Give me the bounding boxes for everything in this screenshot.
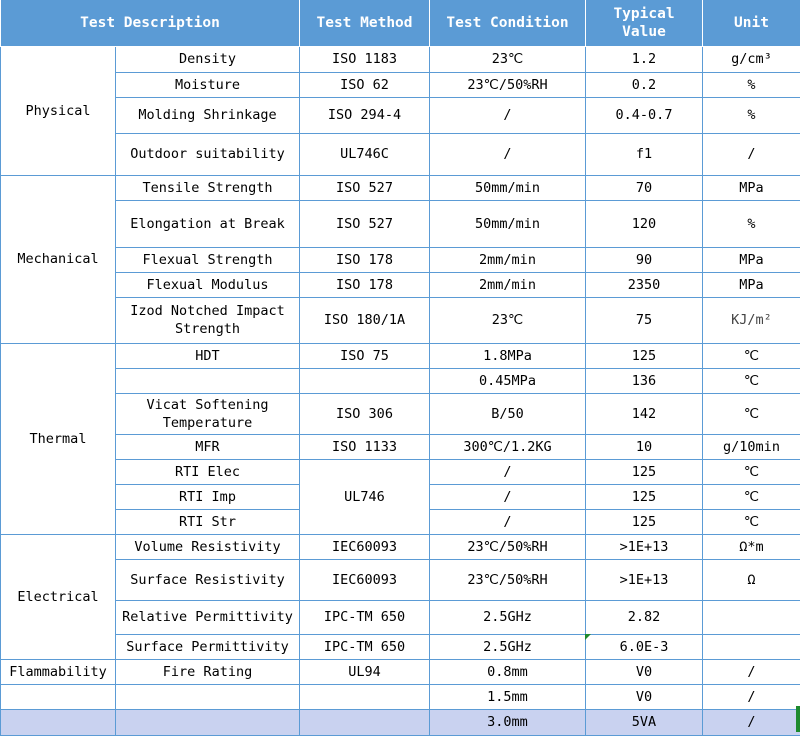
cell-condition[interactable]: 300℃/1.2KG (430, 434, 586, 459)
category-flammability[interactable]: Flammability (1, 659, 116, 684)
table-row (1, 368, 800, 393)
cell-condition[interactable]: 2mm/min (430, 247, 586, 272)
cell-unit[interactable] (703, 634, 800, 659)
selection-edge-marker (796, 706, 800, 732)
cell-condition[interactable]: 50mm/min (430, 200, 586, 247)
table-row (1, 97, 800, 133)
cell-description[interactable] (116, 368, 300, 393)
cell-description[interactable]: Izod Notched Impact Strength (116, 297, 300, 343)
cell-method[interactable]: ISO 1133 (300, 434, 430, 459)
cell-unit[interactable]: ℃ (703, 343, 800, 368)
cell-method[interactable]: ISO 1183 (300, 46, 430, 72)
cell-method[interactable] (300, 709, 430, 735)
cell-method[interactable] (300, 368, 430, 393)
cell-condition[interactable]: / (430, 484, 586, 509)
cell-value[interactable]: 6.0E-3 (586, 634, 703, 659)
cell-description[interactable]: Elongation at Break (116, 200, 300, 247)
table-row (1, 72, 800, 97)
header-description[interactable]: Test Description (1, 0, 300, 46)
cell-unit[interactable]: g/10min (703, 434, 800, 459)
cell-condition[interactable]: 2.5GHz (430, 600, 586, 634)
cell-condition[interactable]: 23℃ (430, 297, 586, 343)
cell-description[interactable] (116, 709, 300, 735)
cell-unit[interactable]: % (703, 72, 800, 97)
cell-description[interactable]: Flexual Strength (116, 247, 300, 272)
cell-unit[interactable]: ℃ (703, 368, 800, 393)
table-row-selected (1, 709, 800, 735)
table-row (1, 459, 800, 484)
header-unit[interactable]: Unit (703, 0, 800, 46)
header-typical-value[interactable]: Typical Value (586, 0, 703, 46)
cell-value[interactable]: 90 (586, 247, 703, 272)
cell-description[interactable]: RTI Str (116, 509, 300, 534)
cell-condition[interactable]: / (430, 97, 586, 133)
cell-value[interactable]: 2350 (586, 272, 703, 297)
cell-value[interactable]: 120 (586, 200, 703, 247)
category-electrical[interactable]: Electrical (1, 534, 116, 659)
table-row (1, 46, 800, 72)
cell-method[interactable]: ISO 294-4 (300, 97, 430, 133)
table-row (1, 272, 800, 297)
category-thermal[interactable]: Thermal (1, 343, 116, 534)
cell-method[interactable]: UL746 (300, 459, 430, 534)
cell-method[interactable]: IPC-TM 650 (300, 600, 430, 634)
table-row (1, 175, 800, 200)
cell-value[interactable]: 142 (586, 393, 703, 434)
cell-unit[interactable]: % (703, 97, 800, 133)
cell-method[interactable]: ISO 178 (300, 247, 430, 272)
cell-condition[interactable]: 50mm/min (430, 175, 586, 200)
cell-description[interactable] (116, 684, 300, 709)
cell-description[interactable]: MFR (116, 434, 300, 459)
category-mechanical[interactable]: Mechanical (1, 175, 116, 343)
cell-description[interactable]: Relative Permittivity (116, 600, 300, 634)
header-condition[interactable]: Test Condition (430, 0, 586, 46)
table-row (1, 393, 800, 434)
cell-value[interactable]: 125 (586, 459, 703, 484)
table-row (1, 659, 800, 684)
cell-value[interactable]: 0.2 (586, 72, 703, 97)
cell-method[interactable]: ISO 62 (300, 72, 430, 97)
cell-description[interactable]: Volume Resistivity (116, 534, 300, 559)
cell-description[interactable]: Outdoor suitability (116, 133, 300, 175)
cell-method[interactable]: IEC60093 (300, 559, 430, 600)
cell-description[interactable]: Surface Resistivity (116, 559, 300, 600)
cell-unit[interactable]: ℃ (703, 509, 800, 534)
cell-description[interactable]: RTI Elec (116, 459, 300, 484)
cell-description[interactable]: Density (116, 46, 300, 72)
cell-value[interactable]: 10 (586, 434, 703, 459)
cell-condition[interactable]: 1.8MPa (430, 343, 586, 368)
cell-unit[interactable]: ℃ (703, 393, 800, 434)
cell-value[interactable]: >1E+13 (586, 559, 703, 600)
cell-condition[interactable]: 0.8mm (430, 659, 586, 684)
cell-value[interactable]: 125 (586, 343, 703, 368)
cell-value[interactable]: 75 (586, 297, 703, 343)
cell-unit[interactable]: ℃ (703, 459, 800, 484)
cell-condition[interactable]: / (430, 133, 586, 175)
table-row (1, 343, 800, 368)
cell-unit[interactable]: KJ/m² (703, 297, 800, 343)
table-row (1, 200, 800, 247)
cell-method[interactable]: ISO 527 (300, 175, 430, 200)
cell-unit[interactable] (703, 600, 800, 634)
cell-value[interactable]: >1E+13 (586, 534, 703, 559)
cell-unit[interactable]: % (703, 200, 800, 247)
cell-condition[interactable]: / (430, 459, 586, 484)
cell-value[interactable]: 70 (586, 175, 703, 200)
cell-unit[interactable]: / (703, 709, 800, 735)
cell-unit[interactable]: MPa (703, 247, 800, 272)
header-row (1, 0, 800, 46)
cell-condition[interactable]: 2mm/min (430, 272, 586, 297)
cell-description[interactable]: Fire Rating (116, 659, 300, 684)
cell-value[interactable]: 125 (586, 509, 703, 534)
cell-unit[interactable]: g/cm³ (703, 46, 800, 72)
cell-description[interactable]: HDT (116, 343, 300, 368)
cell-value[interactable]: V0 (586, 684, 703, 709)
cell-value[interactable]: V0 (586, 659, 703, 684)
cell-category-empty[interactable] (1, 709, 116, 735)
cell-method[interactable]: UL94 (300, 659, 430, 684)
cell-method[interactable] (300, 684, 430, 709)
category-physical[interactable]: Physical (1, 46, 116, 175)
table-row (1, 600, 800, 634)
cell-description[interactable]: Surface Permittivity (116, 634, 300, 659)
cell-description[interactable]: Tensile Strength (116, 175, 300, 200)
cell-description[interactable]: RTI Imp (116, 484, 300, 509)
cell-description[interactable]: Vicat Softening Temperature (116, 393, 300, 434)
table-row (1, 684, 800, 709)
cell-method[interactable]: UL746C (300, 133, 430, 175)
cell-method[interactable]: ISO 180/1A (300, 297, 430, 343)
cell-value[interactable]: 136 (586, 368, 703, 393)
cell-category-empty[interactable] (1, 684, 116, 709)
table-row (1, 133, 800, 175)
cell-unit[interactable]: Ω (703, 559, 800, 600)
cell-condition[interactable]: B/50 (430, 393, 586, 434)
table-row (1, 434, 800, 459)
table-row (1, 634, 800, 659)
cell-condition[interactable]: / (430, 509, 586, 534)
cell-description[interactable]: Flexual Modulus (116, 272, 300, 297)
cell-value[interactable]: 5VA (586, 709, 703, 735)
cell-value[interactable]: 2.82 (586, 600, 703, 634)
cell-condition[interactable]: 1.5mm (430, 684, 586, 709)
cell-method[interactable]: IPC-TM 650 (300, 634, 430, 659)
table-row (1, 559, 800, 600)
cell-condition[interactable]: 0.45MPa (430, 368, 586, 393)
table-row (1, 247, 800, 272)
cell-condition[interactable]: 23℃/50%RH (430, 72, 586, 97)
table-row (1, 297, 800, 343)
cell-method[interactable]: ISO 306 (300, 393, 430, 434)
cell-unit[interactable]: MPa (703, 272, 800, 297)
cell-method[interactable]: ISO 178 (300, 272, 430, 297)
cell-unit[interactable]: / (703, 684, 800, 709)
cell-condition[interactable]: 23℃/50%RH (430, 559, 586, 600)
cell-value[interactable]: f1 (586, 133, 703, 175)
cell-unit[interactable]: Ω*m (703, 534, 800, 559)
cell-condition[interactable]: 2.5GHz (430, 634, 586, 659)
cell-value[interactable]: 1.2 (586, 46, 703, 72)
cell-condition[interactable]: 23℃/50%RH (430, 534, 586, 559)
cell-description[interactable]: Moisture (116, 72, 300, 97)
cell-condition[interactable]: 23℃ (430, 46, 586, 72)
cell-method[interactable]: ISO 75 (300, 343, 430, 368)
cell-method[interactable]: IEC60093 (300, 534, 430, 559)
cell-unit[interactable]: MPa (703, 175, 800, 200)
cell-value[interactable]: 125 (586, 484, 703, 509)
cell-method[interactable]: ISO 527 (300, 200, 430, 247)
cell-description[interactable]: Molding Shrinkage (116, 97, 300, 133)
table-row (1, 534, 800, 559)
cell-unit[interactable]: ℃ (703, 484, 800, 509)
header-method[interactable]: Test Method (300, 0, 430, 46)
cell-value[interactable]: 0.4-0.7 (586, 97, 703, 133)
cell-unit[interactable]: / (703, 659, 800, 684)
cell-unit[interactable]: / (703, 133, 800, 175)
cell-condition[interactable]: 3.0mm (430, 709, 586, 735)
cell-note-marker-icon (585, 634, 591, 640)
